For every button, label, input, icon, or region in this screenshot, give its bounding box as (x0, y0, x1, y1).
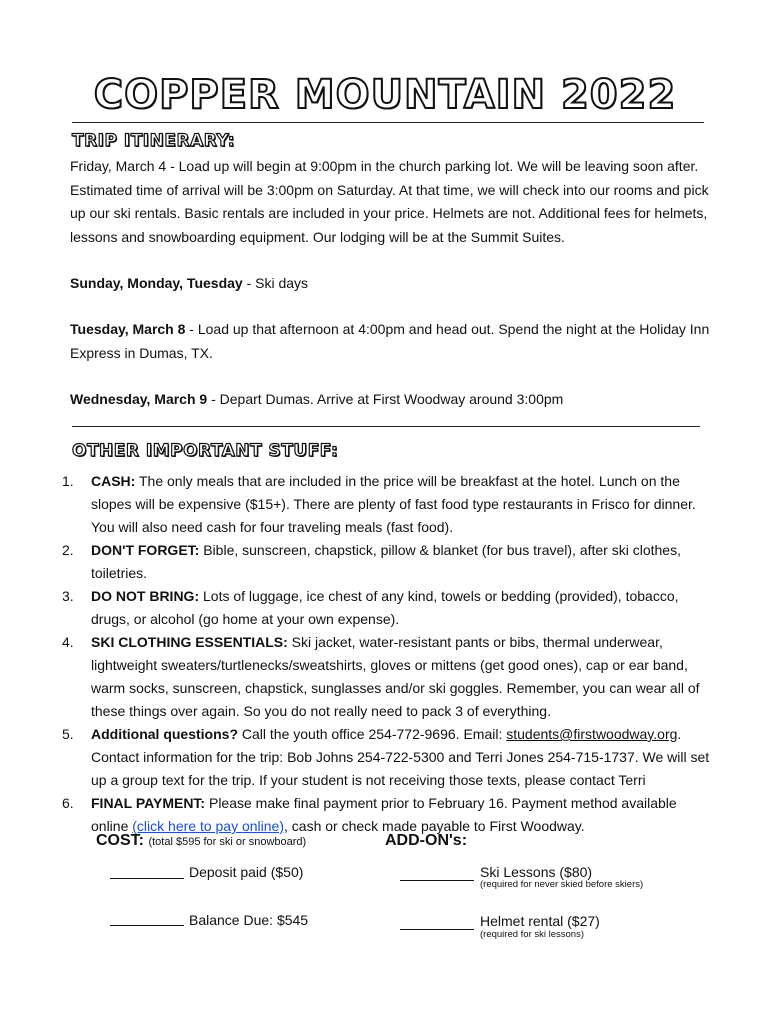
item-text: . Contact information for the trip: Bob Johns 254-722-5300 and Terri Jones 254-715-1737. We will set up a group text for the trip. If your student is not receiving those texts, please contact Terri (91, 726, 710, 788)
item-label: FINAL PAYMENT: (91, 795, 206, 811)
list-number: 4. (62, 634, 74, 650)
pay-online-link[interactable]: (click here to pay online) (132, 818, 285, 834)
item-text: The only meals that are included in the price will be breakfast at the hotel. Lunch on the slopes will be expensive ($15+). There are plenty of fast food type restaurants in Frisco for dinner. You will also need cash for four traveling meals (fast food). (91, 473, 696, 535)
important-list (62, 470, 712, 838)
item-text: Ski jacket, water-resistant pants or bibs, thermal underwear, lightweight sweaters/turtlenecks/sweatshirts, gloves or mittens (get good ones), cap or ear band, warm socks, sunscreen, chapstick, sunglasses and/or ski goggles. Remember, you can wear all of these things over again. So you do not really need to pack 3 of everything. (91, 634, 700, 719)
day-text: - Load up that afternoon at 4:00pm and head out. Spend the night at the Holiday Inn Express in Dumas, TX. (70, 321, 710, 361)
itinerary-intro: Friday, March 4 - Load up will begin at 9:00pm in the church parking lot. We will be leaving soon after. Estimated time of arrival will be 3:00pm on Saturday. At that time, we will check into our rooms and pick up our ski rentals. Basic rentals are included in your price. Helmets are not. Additional fees for helmets, lessons and snowboarding equipment. Our lodging will be at the Summit Suites. (70, 158, 709, 245)
list-number: 2. (62, 542, 74, 558)
list-number: 6. (62, 795, 74, 811)
lessons-note: (required for never skied before skiers) (480, 879, 644, 890)
list-number: 3. (62, 588, 74, 604)
important-heading: OTHER IMPORTANT STUFF: (72, 441, 339, 461)
list-number: 1. (62, 473, 74, 489)
balance-label: Balance Due: $545 (189, 912, 309, 928)
deposit-label: Deposit paid ($50) (189, 864, 304, 880)
lessons-label: Ski Lessons ($80) (480, 864, 593, 880)
helmet-note: (required for ski lessons) (480, 929, 585, 940)
itinerary-day-1 (70, 272, 720, 296)
cost-label: COST: (96, 832, 144, 849)
lessons-blank-line[interactable] (400, 880, 474, 881)
deposit-blank-line[interactable] (110, 878, 184, 879)
title-rule (72, 122, 704, 123)
list-item (62, 723, 712, 792)
cost-heading (96, 832, 306, 850)
item-text: Please make final payment prior to February 16. Payment method available online (91, 795, 677, 834)
itinerary-day-3 (70, 388, 720, 412)
itinerary-day-2 (70, 318, 720, 365)
item-text: Bible, sunscreen, chapstick, pillow & blanket (for bus travel), after ski clothes, toiletries. (91, 542, 681, 581)
itinerary-heading: TRIP ITINERARY: (72, 131, 236, 151)
helmet-label: Helmet rental ($27) (480, 913, 600, 929)
day-text: - Ski days (242, 275, 309, 291)
list-item (62, 539, 712, 585)
item-label: CASH: (91, 473, 136, 489)
item-text: Call the youth office 254-772-9696. Email: (238, 726, 507, 742)
item-label: DO NOT BRING: (91, 588, 200, 604)
list-number: 5. (62, 726, 74, 742)
item-text: Lots of luggage, ice chest of any kind, towels or bedding (provided), tobacco, drugs, or alcohol (go home at your own expense). (91, 588, 679, 627)
list-item (62, 631, 712, 723)
helmet-blank-line[interactable] (400, 929, 474, 930)
item-label: SKI CLOTHING ESSENTIALS: (91, 634, 288, 650)
day-label: Tuesday, March 8 (70, 321, 186, 337)
list-item (62, 470, 712, 539)
addons-heading: ADD-ON's: (385, 832, 468, 849)
section-rule (72, 426, 700, 427)
cost-note: (total $595 for ski or snowboard) (148, 836, 307, 848)
item-label: DON'T FORGET: (91, 542, 200, 558)
day-text: - Depart Dumas. Arrive at First Woodway around 3:00pm (207, 391, 564, 407)
email-link[interactable]: students@firstwoodway.org (506, 726, 678, 742)
page-title: COPPER MOUNTAIN 2022 (93, 72, 677, 118)
day-label: Wednesday, March 9 (70, 391, 208, 407)
list-item (62, 585, 712, 631)
item-text: , cash or check made payable to First Woodway. (284, 818, 585, 834)
balance-blank-line[interactable] (110, 925, 184, 926)
day-label: Sunday, Monday, Tuesday (70, 275, 243, 291)
item-label: Additional questions? (91, 726, 238, 742)
